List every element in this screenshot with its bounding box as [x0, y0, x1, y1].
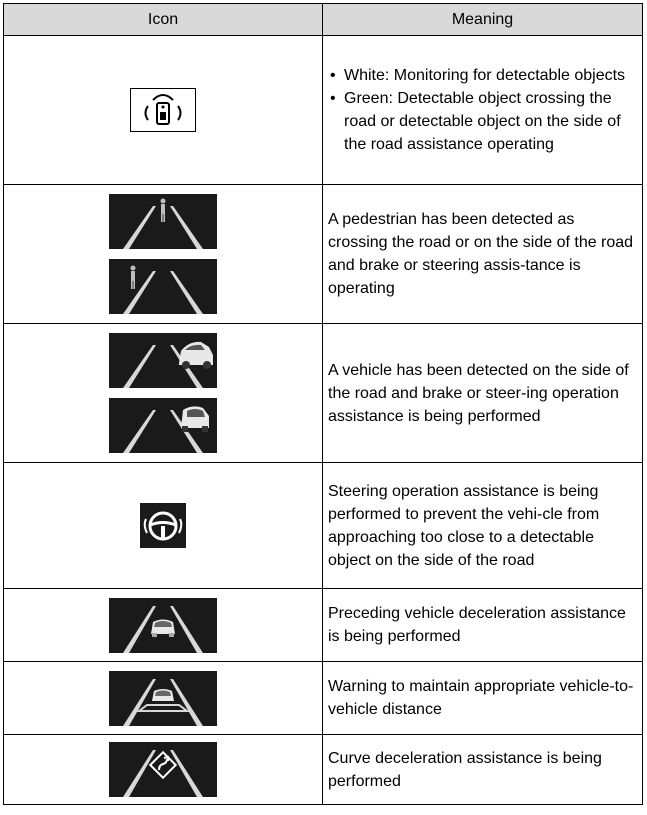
meaning-cell: A vehicle has been detected on the side of the road and brake or steer-ing operation assistance is being performed	[323, 324, 643, 463]
table-row	[4, 589, 643, 662]
meaning-cell: Preceding vehicle deceleration assistance is being performed	[323, 589, 643, 662]
meaning-cell: Warning to maintain appropriate vehicle-to-vehicle distance	[323, 662, 643, 735]
table-row	[4, 463, 643, 589]
meaning-cell: Curve deceleration assistance is being performed	[323, 735, 643, 805]
vehicle-side-front-icon	[109, 333, 217, 388]
curve-sign-icon	[109, 742, 217, 797]
meaning-bullet: • White: Monitoring for detectable objects	[328, 64, 636, 87]
monitoring-icon	[130, 88, 196, 132]
table-row	[4, 735, 643, 805]
table-row	[4, 324, 643, 463]
table-row	[4, 185, 643, 324]
header-icon: Icon	[4, 4, 323, 36]
distance-warning-icon	[109, 671, 217, 726]
icon-cell	[4, 735, 323, 805]
meaning-bullet: • Green: Detectable object crossing the road or detectable object on the side of the road assistance operating	[328, 87, 636, 156]
pedestrian-side-icon	[109, 259, 217, 314]
header-meaning: Meaning	[323, 4, 643, 36]
icon-cell	[4, 36, 323, 185]
icon-cell	[4, 324, 323, 463]
icon-cell	[4, 662, 323, 735]
header-row	[4, 4, 643, 36]
preceding-vehicle-icon	[109, 598, 217, 653]
pedestrian-center-icon	[109, 194, 217, 249]
icon-meaning-table	[3, 3, 643, 805]
steering-assist-icon	[140, 503, 186, 548]
vehicle-side-rear-icon	[109, 398, 217, 453]
meaning-cell: A pedestrian has been detected as crossing the road or on the side of the road and brake or steering assis-tance is operating	[323, 185, 643, 324]
icon-cell	[4, 463, 323, 589]
table-row	[4, 662, 643, 735]
meaning-cell: Steering operation assistance is being performed to prevent the vehi-cle from approaching too close to a detectable object on the side of the road	[323, 463, 643, 589]
icon-cell	[4, 185, 323, 324]
meaning-bullet-list	[328, 64, 636, 156]
icon-cell	[4, 589, 323, 662]
table-row	[4, 36, 643, 185]
meaning-cell	[323, 36, 643, 185]
